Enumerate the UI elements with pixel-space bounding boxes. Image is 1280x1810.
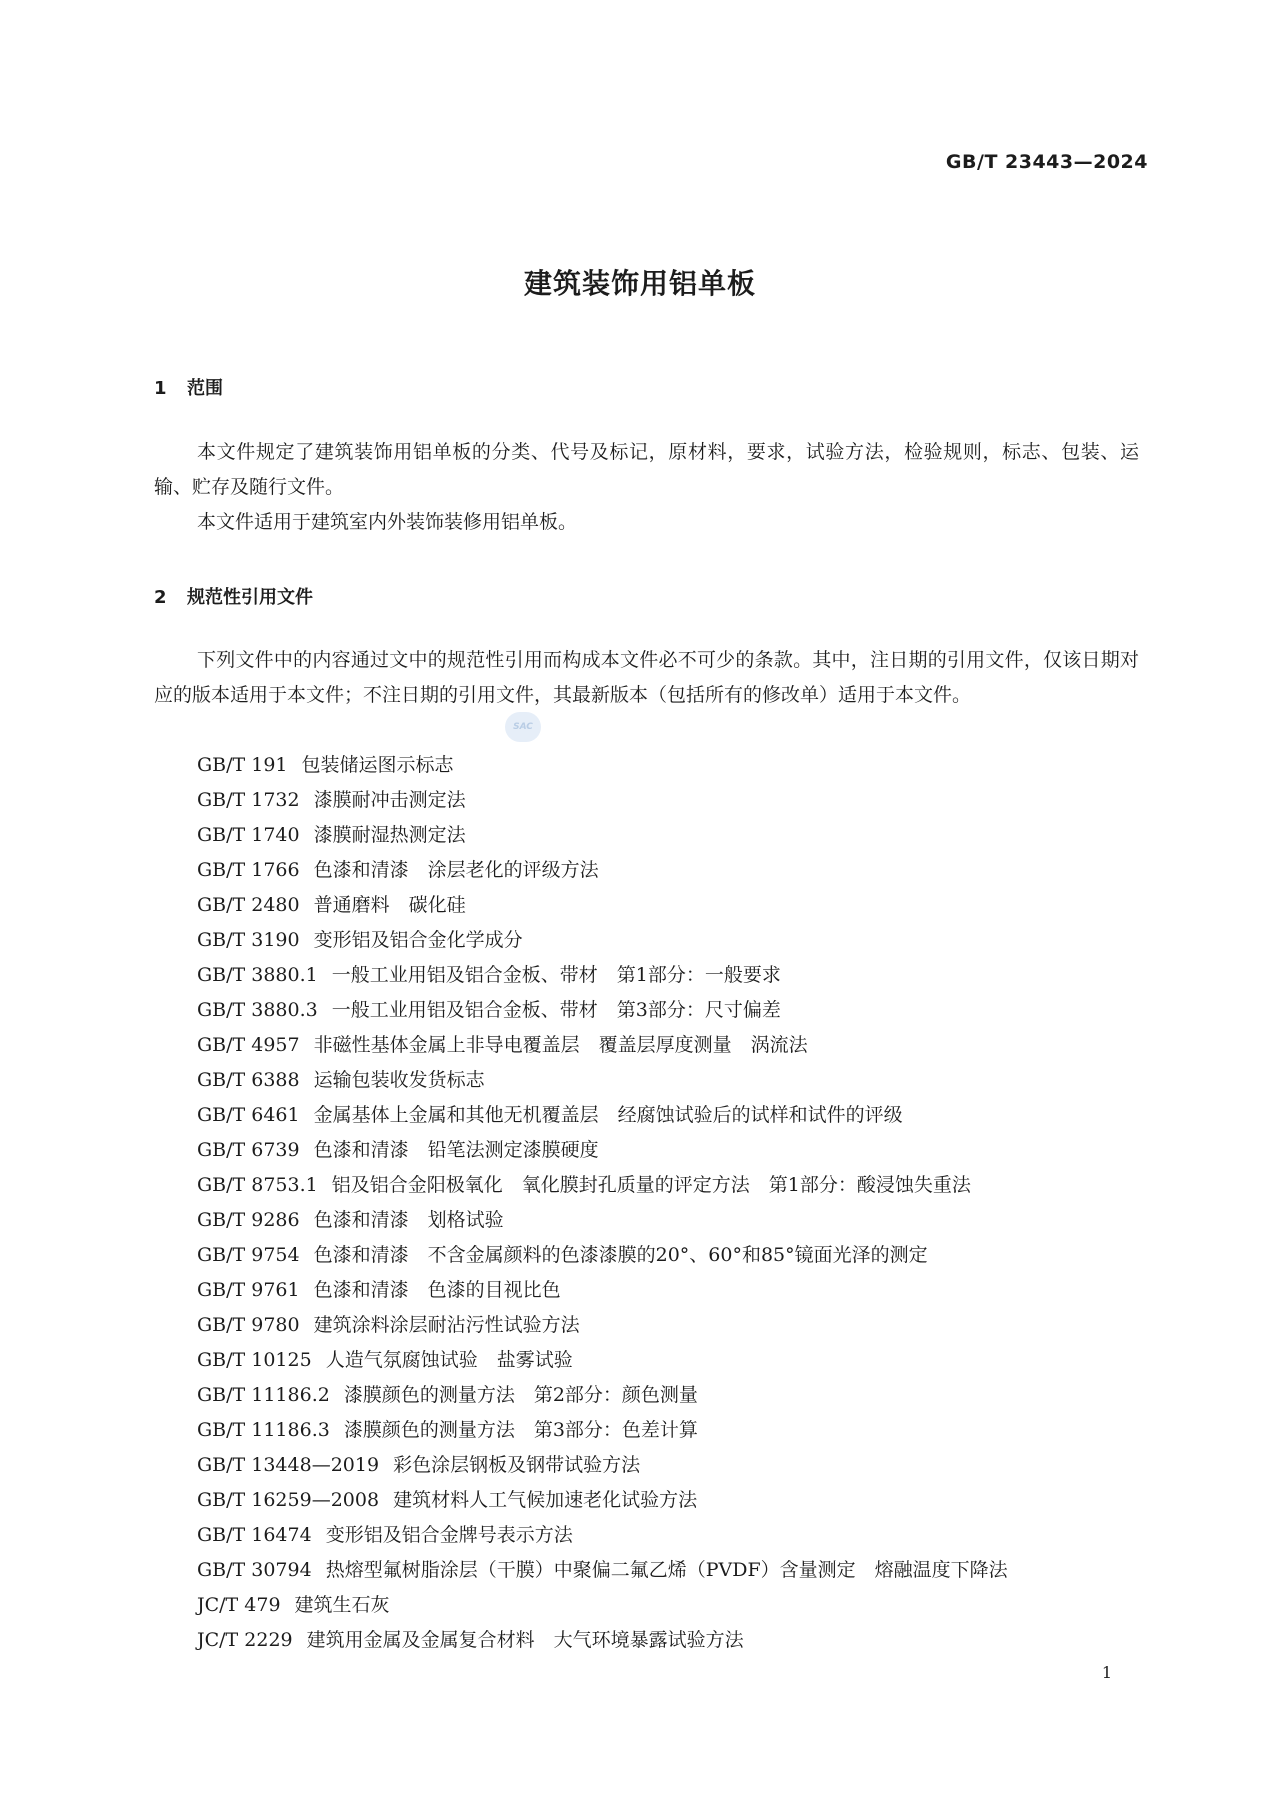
section-1-paragraph-1: 本文件规定了建筑装饰用铝单板的分类、代号及标记，原材料，要求，试验方法，检验规则，标志、包装、运输、贮存及随行文件。 (154, 441, 1139, 498)
reference-item (197, 958, 1008, 993)
reference-code: GB/T 3190 (197, 929, 300, 951)
reference-code: GB/T 9286 (197, 1209, 300, 1231)
reference-item (197, 1098, 1008, 1133)
reference-title: 一般工业用铝及铝合金板、带材 第3部分：尺寸偏差 (331, 999, 781, 1021)
section-title: 范围 (187, 378, 223, 399)
reference-title: 一般工业用铝及铝合金板、带材 第1部分：一般要求 (331, 964, 781, 986)
reference-code: GB/T 9754 (197, 1244, 300, 1266)
reference-code: GB/T 3880.3 (197, 999, 318, 1021)
reference-title: 漆膜耐冲击测定法 (313, 789, 466, 811)
reference-code: GB/T 1732 (197, 789, 300, 811)
reference-title: 金属基体上金属和其他无机覆盖层 经腐蚀试验后的试样和试件的评级 (313, 1104, 903, 1126)
reference-item (197, 1308, 1008, 1343)
reference-code: GB/T 16474 (197, 1524, 312, 1546)
reference-title: 热熔型氟树脂涂层（干膜）中聚偏二氟乙烯（PVDF）含量测定 熔融温度下降法 (325, 1559, 1008, 1581)
reference-item (197, 1343, 1008, 1378)
reference-code: GB/T 16259—2008 (197, 1489, 380, 1511)
reference-title: 建筑材料人工气候加速老化试验方法 (393, 1489, 698, 1511)
reference-item (197, 818, 1008, 853)
reference-title: 色漆和清漆 色漆的目视比色 (313, 1279, 561, 1301)
reference-code: GB/T 8753.1 (197, 1174, 318, 1196)
section-number: 2 (154, 587, 167, 608)
reference-item (197, 1378, 1008, 1413)
reference-title: 色漆和清漆 铅笔法测定漆膜硬度 (313, 1139, 599, 1161)
section-1-paragraph-2: 本文件适用于建筑室内外装饰装修用铝单板。 (197, 511, 578, 533)
page-number: 1 (1101, 1663, 1112, 1682)
reference-item (197, 1518, 1008, 1553)
section-number: 1 (154, 378, 167, 399)
section-2-heading (154, 583, 313, 609)
reference-item (197, 1273, 1008, 1308)
reference-title: 色漆和清漆 不含金属颜料的色漆漆膜的20°、60°和85°镜面光泽的测定 (313, 1244, 928, 1266)
reference-title: 色漆和清漆 划格试验 (313, 1209, 504, 1231)
reference-item (197, 783, 1008, 818)
normative-references-list (197, 748, 1008, 1658)
reference-code: JC/T 479 (197, 1594, 281, 1616)
reference-title: 漆膜颜色的测量方法 第2部分：颜色测量 (343, 1384, 698, 1406)
reference-title: 建筑生石灰 (294, 1594, 390, 1616)
reference-item (197, 1483, 1008, 1518)
section-1-heading (154, 374, 223, 400)
reference-code: GB/T 4957 (197, 1034, 300, 1056)
reference-title: 色漆和清漆 涂层老化的评级方法 (313, 859, 599, 881)
reference-title: 运输包装收发货标志 (313, 1069, 485, 1091)
section-title: 规范性引用文件 (187, 587, 313, 608)
reference-code: GB/T 11186.2 (197, 1384, 330, 1406)
reference-item (197, 1028, 1008, 1063)
reference-item (197, 993, 1008, 1028)
reference-code: GB/T 9761 (197, 1279, 300, 1301)
reference-title: 变形铝及铝合金化学成分 (313, 929, 523, 951)
reference-title: 建筑用金属及金属复合材料 大气环境暴露试验方法 (306, 1629, 744, 1651)
reference-code: GB/T 6461 (197, 1104, 300, 1126)
reference-title: 漆膜耐湿热测定法 (313, 824, 466, 846)
reference-item (197, 1203, 1008, 1238)
reference-item (197, 923, 1008, 958)
section-2-paragraph-1: 下列文件中的内容通过文中的规范性引用而构成本文件必不可少的条款。其中，注日期的引用文件，仅该日期对应的版本适用于本文件；不注日期的引用文件，其最新版本（包括所有的修改单）适用于本文件。 (154, 649, 1139, 706)
reference-title: 普通磨料 碳化硅 (313, 894, 466, 916)
reference-title: 变形铝及铝合金牌号表示方法 (325, 1524, 573, 1546)
reference-title: 铝及铝合金阳极氧化 氧化膜封孔质量的评定方法 第1部分：酸浸蚀失重法 (331, 1174, 971, 1196)
reference-code: GB/T 6739 (197, 1139, 300, 1161)
reference-item (197, 1588, 1008, 1623)
reference-item (197, 1623, 1008, 1658)
document-title: 建筑装饰用铝单板 (523, 267, 756, 300)
reference-title: 人造气氛腐蚀试验 盐雾试验 (325, 1349, 573, 1371)
reference-code: GB/T 191 (197, 754, 288, 776)
reference-item (197, 853, 1008, 888)
reference-item (197, 1553, 1008, 1588)
sac-watermark-logo: SAC (505, 712, 541, 742)
reference-code: GB/T 1740 (197, 824, 300, 846)
reference-item (197, 888, 1008, 923)
reference-item (197, 1168, 1008, 1203)
reference-code: GB/T 2480 (197, 894, 300, 916)
reference-item (197, 748, 1008, 783)
reference-title: 彩色涂层钢板及钢带试验方法 (393, 1454, 641, 1476)
reference-code: GB/T 13448—2019 (197, 1454, 380, 1476)
reference-title: 非磁性基体金属上非导电覆盖层 覆盖层厚度测量 涡流法 (313, 1034, 808, 1056)
reference-item (197, 1133, 1008, 1168)
reference-code: GB/T 30794 (197, 1559, 312, 1581)
reference-item (197, 1413, 1008, 1448)
reference-code: GB/T 10125 (197, 1349, 312, 1371)
reference-code: JC/T 2229 (197, 1629, 293, 1651)
reference-title: 漆膜颜色的测量方法 第3部分：色差计算 (343, 1419, 698, 1441)
reference-code: GB/T 3880.1 (197, 964, 318, 986)
reference-code: GB/T 11186.3 (197, 1419, 330, 1441)
reference-code: GB/T 6388 (197, 1069, 300, 1091)
reference-item (197, 1238, 1008, 1273)
reference-item (197, 1448, 1008, 1483)
reference-code: GB/T 1766 (197, 859, 300, 881)
reference-item (197, 1063, 1008, 1098)
reference-code: GB/T 9780 (197, 1314, 300, 1336)
reference-title: 建筑涂料涂层耐沾污性试验方法 (313, 1314, 580, 1336)
standard-code: GB/T 23443—2024 (945, 151, 1148, 173)
reference-title: 包装储运图示标志 (301, 754, 454, 776)
